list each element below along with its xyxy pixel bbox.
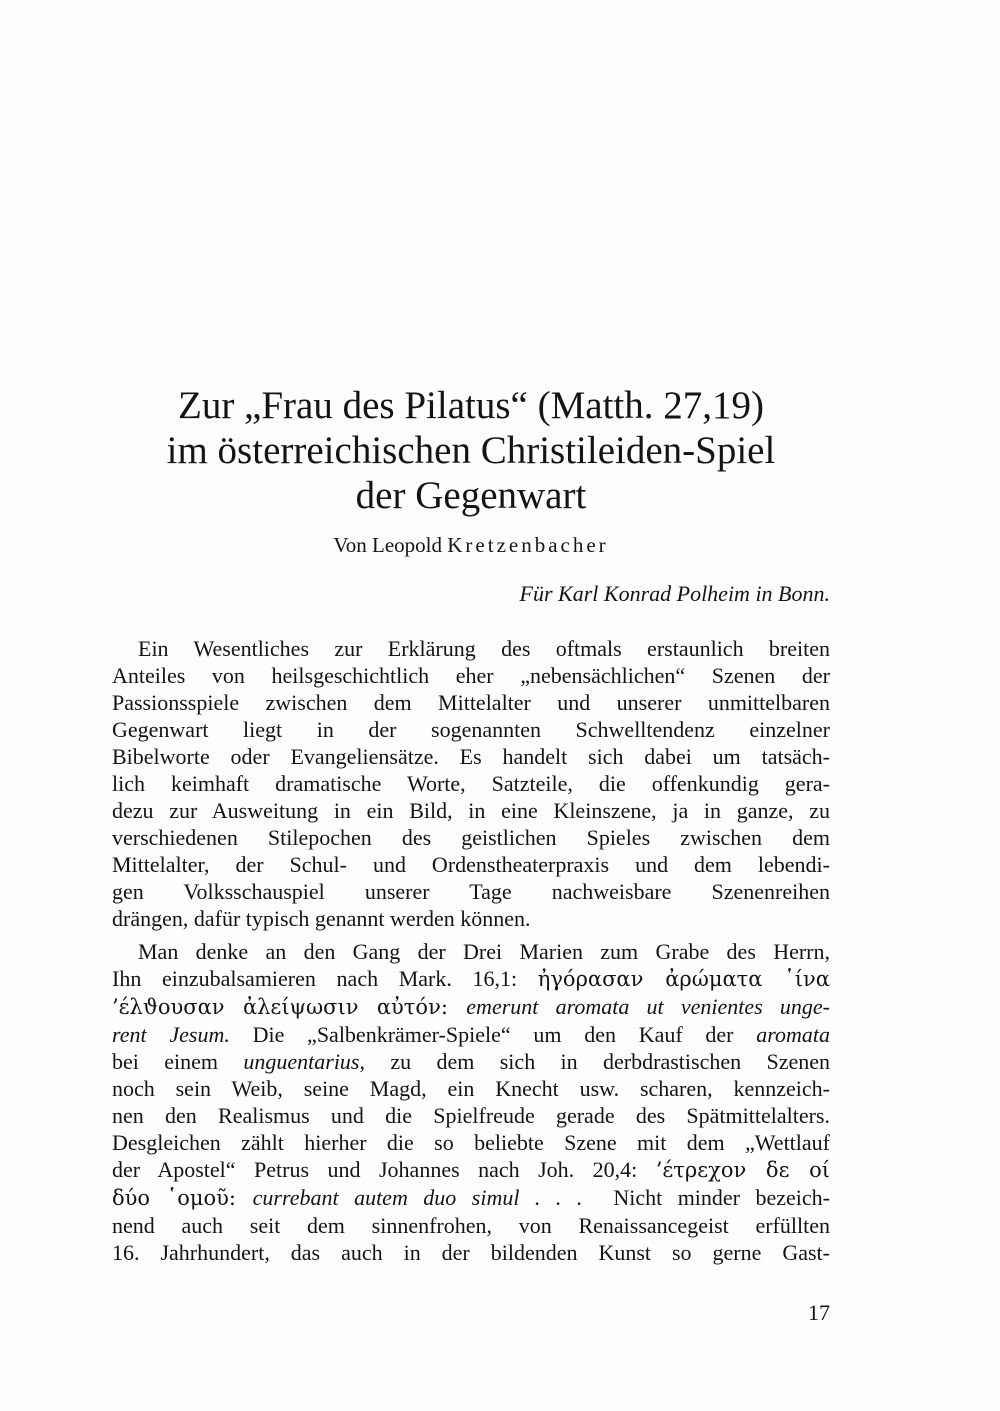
- article-title-line-2: im österreichischen Christileiden-Spiel: [166, 429, 776, 472]
- paragraph: [112, 938, 830, 1266]
- body-text: Ihn einzubalsamieren nach Mark. 16,1:: [112, 966, 538, 991]
- text-line: [112, 878, 830, 905]
- body-text: gen Volksschauspiel unserer Tage nachweisbare Szenenreihen: [112, 879, 830, 904]
- body-text: Man denke an den Gang der Drei Marien zum Grabe des Herrn,: [138, 939, 830, 964]
- body-text: Passionsspiele zwischen dem Mittelalter und unserer unmittelbaren: [112, 690, 830, 715]
- text-line: [112, 1075, 830, 1102]
- text-line: [112, 635, 830, 662]
- author-byline: [112, 532, 830, 558]
- text-line: [112, 965, 830, 993]
- greek-text: δύο ῾ομοῦ:: [112, 1186, 253, 1210]
- paragraph: [112, 635, 830, 932]
- latin-italic-text: currebant autem duo simul . . .: [252, 1185, 583, 1210]
- text-line: [112, 662, 830, 689]
- page-content: [112, 383, 830, 1326]
- body-text: Anteiles von heilsgeschichtlich eher „nebensächlichen“ Szenen der: [112, 663, 830, 688]
- text-line: [112, 1021, 830, 1048]
- body-text: , zu dem sich in derbdrastischen Szenen: [359, 1049, 830, 1074]
- article-title-line-3: der Gegenwart: [355, 474, 587, 517]
- text-line: [112, 1102, 830, 1129]
- body-text: Desgleichen zählt hierher die so beliebte Szene mit dem „Wettlauf: [112, 1130, 830, 1155]
- body-text: dezu zur Ausweitung in ein Bild, in eine Kleinszene, ja in ganze, zu: [112, 798, 830, 823]
- latin-italic-text: aromata: [756, 1022, 830, 1047]
- text-line: [112, 797, 830, 824]
- text-line: [112, 938, 830, 965]
- body-text: nen den Realismus und die Spielfreude gerade des Spätmittelalters.: [112, 1103, 830, 1128]
- text-line: [112, 743, 830, 770]
- text-line: [112, 1184, 830, 1212]
- body-text: 16. Jahrhundert, das auch in der bildenden Kunst so gerne Gast-: [112, 1240, 830, 1265]
- article-title-line-1: Zur „Frau des Pilatus“ (Matth. 27,19): [178, 384, 764, 427]
- article-title: [112, 383, 830, 518]
- byline-prefix: Von Leopold: [333, 533, 448, 557]
- text-line: [112, 1212, 830, 1239]
- body-text: Bibelworte oder Evangeliensätze. Es handelt sich dabei um tatsäch-: [112, 744, 830, 769]
- body-text: noch sein Weib, seine Magd, ein Knecht usw. scharen, kennzeich-: [112, 1076, 830, 1101]
- body-text: Ein Wesentliches zur Erklärung des oftmals erstaunlich breiten: [138, 636, 830, 661]
- body-text: Mittelalter, der Schul- und Ordenstheaterpraxis und dem lebendi-: [112, 852, 830, 877]
- text-line: [112, 1129, 830, 1156]
- text-line: [112, 851, 830, 878]
- author-surname: Kretzenbacher: [447, 533, 609, 557]
- body-text: Gegenwart liegt in der sogenannten Schwelltendenz einzelner: [112, 717, 830, 742]
- text-line: [112, 1156, 830, 1184]
- page-number: 17: [808, 1300, 830, 1325]
- text-line: [112, 770, 830, 797]
- body-text: bei einem: [112, 1049, 244, 1074]
- text-line: [112, 824, 830, 851]
- body-text: verschiedenen Stilepochen des geistlichen Spieles zwischen dem: [112, 825, 830, 850]
- greek-text: ἠγόρασαν ἀρώματα ῾ίνα: [537, 967, 830, 991]
- article-body: [112, 635, 830, 1266]
- text-line: [112, 993, 830, 1021]
- body-text: nend auch seit dem sinnenfrohen, von Renaissancegeist erfüllten: [112, 1213, 830, 1238]
- latin-italic-text: emerunt aromata ut venientes unge-: [466, 994, 830, 1019]
- latin-italic-text: rent Jesum.: [112, 1022, 253, 1047]
- text-line: [112, 716, 830, 743]
- text-line: [112, 905, 830, 932]
- text-line: [112, 689, 830, 716]
- text-line: [112, 1048, 830, 1075]
- dedication-line: Für Karl Konrad Polheim in Bonn.: [519, 581, 830, 606]
- body-text: der Apostel“ Petrus und Johannes nach Joh. 20,4:: [112, 1157, 656, 1182]
- latin-italic-text: unguentarius: [243, 1049, 360, 1074]
- body-text: Nicht minder bezeich-: [582, 1185, 830, 1210]
- text-line: [112, 1239, 830, 1266]
- greek-text: ’έλϑουσαν ἀλείψωσιν αὐτόν:: [112, 995, 467, 1019]
- body-text: drängen, dafür typisch genannt werden können.: [112, 906, 531, 931]
- body-text: lich keimhaft dramatische Worte, Satzteile, die offenkundig gera-: [112, 771, 830, 796]
- body-text: Die „Salbenkrämer-Spiele“ um den Kauf der: [252, 1022, 757, 1047]
- greek-text: ’έτρεχον δε οί: [655, 1158, 830, 1182]
